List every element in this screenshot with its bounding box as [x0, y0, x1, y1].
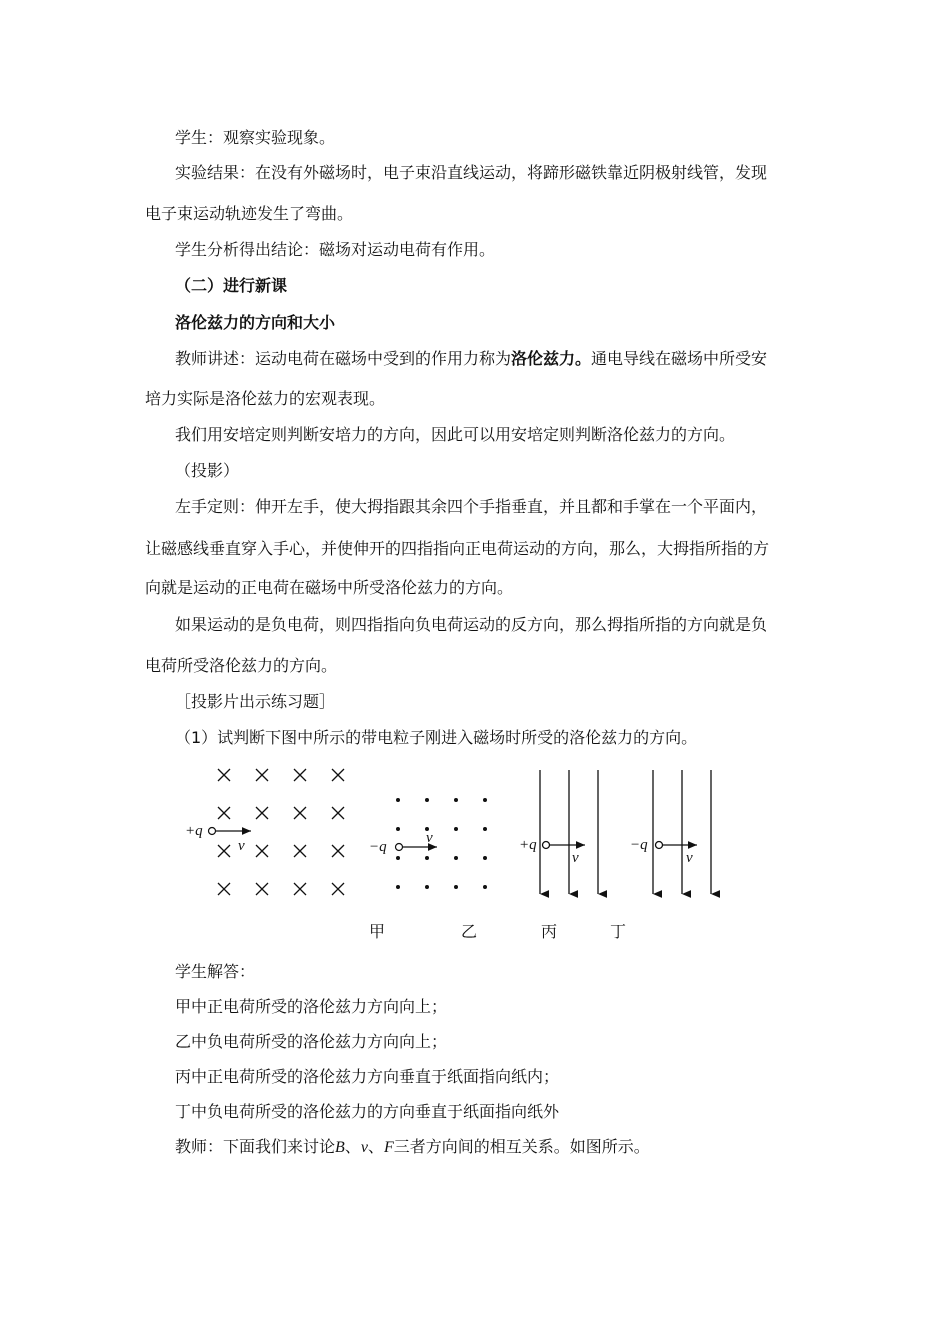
symbol-F: F [383, 1139, 394, 1156]
charge-label: −q [630, 837, 648, 853]
panel-ding [653, 770, 711, 894]
para-question-1: （1）试判断下图中所示的带电粒子刚进入磁场时所受的洛伦兹力的方向。 [175, 728, 698, 747]
para-result-line1: 实验结果：在没有外磁场时，电子束沿直线运动，将蹄形磁铁靠近阴极射线管，发现 [175, 163, 768, 182]
panel-jia [185, 769, 344, 895]
para-conclusion: 学生分析得出结论：磁场对运动电荷有作用。 [175, 240, 496, 259]
answer-yi: 乙中负电荷所受的洛伦兹力方向向上； [175, 1032, 448, 1051]
dot-grid [396, 798, 487, 889]
figure-label-yi: 乙 [461, 922, 478, 941]
separator: 、 [367, 1137, 384, 1156]
para-teacher-line1 [175, 349, 767, 369]
para-left-hand-line3: 向就是运动的正电荷在磁场中所受洛伦兹力的方向。 [145, 578, 514, 597]
symbol-B: B [335, 1139, 345, 1156]
lorentz-force-term: 洛伦兹力。 [511, 349, 592, 368]
para-left-hand-line1: 左手定则：伸开左手，使大拇指跟其余四个手指垂直，并且都和手掌在一个平面内， [175, 497, 768, 516]
charge-dot [543, 842, 550, 849]
velocity-label: v [572, 850, 579, 866]
answer-ding: 丁中负电荷所受的洛伦兹力的方向垂直于纸面指向纸外 [175, 1102, 560, 1121]
teacher-text-post: 通电导线在磁场中所受安 [591, 349, 768, 368]
velocity-label: v [238, 838, 245, 854]
panel-bing [540, 770, 598, 894]
para-ampere: 我们用安培定则判断安培力的方向，因此可以用安培定则判断洛伦兹力的方向。 [175, 425, 736, 444]
teacher-text-pre: 教师讲述：运动电荷在磁场中受到的作用力称为 [175, 349, 512, 368]
charge-dot [396, 844, 403, 851]
subsection-heading: 洛伦兹力的方向和大小 [175, 313, 336, 332]
discuss-text-post: 三者方向间的相互关系。如图所示。 [393, 1137, 650, 1156]
para-left-hand-line2: 让磁感线垂直穿入手心，并使伸开的四指指向正电荷运动的方向，那么，大拇指所指的方 [145, 539, 770, 558]
para-teacher-discuss [175, 1137, 650, 1158]
figure-label-jia: 甲 [369, 922, 386, 941]
velocity-label: v [686, 850, 693, 866]
charge-dot [209, 828, 216, 835]
cross-grid [218, 769, 344, 895]
figure-label-bing: 丙 [541, 922, 558, 941]
answer-title: 学生解答： [175, 962, 256, 981]
charge-dot [656, 842, 663, 849]
section-heading: （二）进行新课 [175, 276, 288, 295]
symbol-v: v [360, 1139, 368, 1156]
answer-jia: 甲中正电荷所受的洛伦兹力方向向上； [175, 997, 448, 1016]
velocity-label: v [426, 830, 433, 846]
para-exercise-title: ［投影片出示练习题］ [175, 692, 336, 711]
para-negative-line2: 电荷所受洛伦兹力的方向。 [145, 656, 338, 675]
charge-label: −q [369, 839, 387, 855]
lorentz-force-figure [175, 760, 735, 910]
answer-bing: 丙中正电荷所受的洛伦兹力方向垂直于纸面指向纸内； [175, 1067, 560, 1086]
figure-label-ding: 丁 [610, 922, 627, 941]
para-observe: 学生：观察实验现象。 [175, 128, 336, 147]
para-negative-line1: 如果运动的是负电荷，则四指指向负电荷运动的反方向，那么拇指所指的方向就是负 [175, 615, 768, 634]
separator: 、 [344, 1137, 361, 1156]
charge-label: +q [519, 837, 537, 853]
para-teacher-line2: 培力实际是洛伦兹力的宏观表现。 [145, 389, 386, 408]
discuss-text-pre: 教师：下面我们来讨论 [175, 1137, 336, 1156]
panel-yi [369, 798, 487, 889]
para-result-line2: 电子束运动轨迹发生了弯曲。 [145, 204, 354, 223]
charge-label: +q [185, 823, 203, 839]
para-projection: （投影） [175, 461, 240, 480]
